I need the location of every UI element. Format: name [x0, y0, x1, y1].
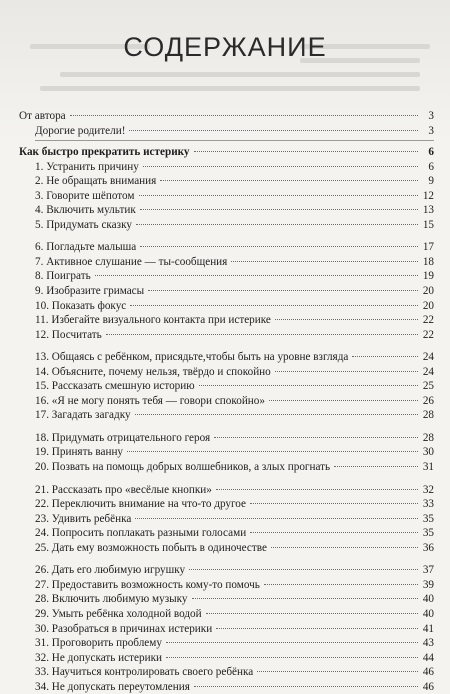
toc-entry-label: 12. Посчитать	[35, 328, 102, 341]
toc-entry-page: 36	[422, 541, 434, 554]
toc-entry-label: Как быстро прекратить истерику	[19, 146, 190, 159]
toc-entry-page: 30	[422, 446, 434, 459]
toc-entry-page: 40	[422, 607, 434, 620]
toc-entry-page: 32	[422, 483, 434, 496]
toc-entry[interactable]	[19, 269, 434, 284]
toc-entry-page: 6	[428, 160, 434, 173]
toc-entry-label: 24. Попросить поплакать разными голосами	[35, 527, 247, 540]
dot-leader	[250, 532, 418, 533]
toc-entry[interactable]	[19, 541, 434, 556]
dot-leader	[194, 151, 418, 152]
toc-entry-label: 27. Предоставить возможность кому-то помочь	[35, 578, 260, 591]
toc-entry[interactable]	[19, 328, 434, 343]
toc-entry[interactable]	[19, 512, 434, 527]
toc-entry[interactable]	[19, 578, 434, 593]
dot-leader	[140, 209, 418, 210]
toc-entry-page: 9	[428, 175, 434, 188]
toc-entry-page: 3	[428, 110, 434, 122]
toc-entry-page: 20	[422, 285, 434, 298]
toc-entry-page: 19	[422, 270, 434, 283]
toc-entry[interactable]	[19, 350, 434, 365]
dot-leader	[136, 224, 418, 225]
toc-entry-page: 31	[422, 461, 434, 474]
toc-entry-label: 15. Рассказать смешную историю	[35, 380, 195, 393]
dot-leader	[206, 613, 418, 614]
toc-entry-label: 26. Дать его любимую игрушку	[35, 564, 186, 577]
toc-entry[interactable]	[19, 255, 434, 270]
toc-entry[interactable]	[19, 607, 434, 622]
toc-entry-page: 46	[422, 666, 434, 679]
toc-entry-page: 22	[422, 314, 434, 327]
dot-leader	[257, 671, 418, 672]
toc-entry[interactable]	[19, 526, 434, 541]
dot-leader	[216, 489, 418, 490]
dot-leader	[166, 657, 418, 658]
toc-entry-page: 46	[422, 680, 434, 693]
toc-entry[interactable]	[19, 622, 434, 637]
toc-entry-page: 24	[422, 351, 434, 364]
toc-entry-label: 3. Говорите шёпотом	[35, 189, 135, 202]
dot-leader	[143, 166, 418, 167]
toc-entry[interactable]	[19, 592, 434, 607]
toc-entry-label: 28. Включить любимую музыку	[35, 593, 188, 606]
toc-entry-label: 6. Погладьте малыша	[35, 241, 137, 254]
toc-entry-label: 1. Устранить причину	[35, 160, 139, 173]
toc-entry-label: Дорогие родители!	[35, 124, 126, 137]
toc-entry-page: 20	[422, 299, 434, 312]
toc-entry-page: 44	[422, 651, 434, 664]
toc-entry-label: 25. Дать ему возможность побыть в одиночестве	[35, 541, 267, 554]
toc-entry[interactable]	[19, 189, 434, 204]
toc-entry-label: 17. Загадать загадку	[35, 409, 131, 422]
dot-leader	[148, 290, 418, 291]
toc-entry-label: 23. Удивить ребёнка	[35, 512, 132, 525]
toc-entry-page: 13	[422, 204, 434, 217]
toc-entry[interactable]	[19, 299, 434, 314]
toc-entry-label: 2. Не обращать внимания	[35, 175, 157, 188]
toc-entry-page: 25	[422, 380, 434, 393]
toc-entry[interactable]	[19, 636, 434, 651]
dot-leader	[140, 246, 418, 247]
dot-leader	[130, 305, 418, 306]
dot-leader	[231, 261, 418, 262]
toc-entry[interactable]	[19, 483, 434, 498]
dot-leader	[106, 334, 418, 335]
dot-leader	[127, 451, 418, 452]
toc-entry-page: 28	[422, 431, 434, 444]
toc-entry[interactable]	[19, 124, 434, 139]
dot-leader	[192, 598, 418, 599]
toc-entry-page: 40	[422, 593, 434, 606]
dot-leader	[199, 385, 418, 386]
toc-entry[interactable]	[19, 431, 434, 446]
toc-entry-page: 41	[422, 622, 434, 635]
toc-entry-page: 12	[422, 189, 434, 202]
dot-leader	[139, 195, 418, 196]
toc-entry-label: 7. Активное слушание — ты-сообщения	[35, 255, 228, 268]
toc-entry-page: 15	[422, 218, 434, 231]
toc-entry[interactable]	[19, 284, 434, 299]
toc-entry-page: 18	[422, 255, 434, 268]
toc-entry-label: 29. Умыть ребёнка холодной водой	[35, 607, 202, 620]
toc-entry-page: 33	[422, 498, 434, 511]
toc-section[interactable]	[19, 145, 434, 160]
dot-leader	[271, 547, 418, 548]
toc-entry[interactable]	[19, 394, 434, 409]
toc-entry-page: 22	[422, 328, 434, 341]
toc-entry-label: 18. Придумать отрицательного героя	[35, 431, 211, 444]
toc-entry-label: 5. Придумать сказку	[35, 218, 132, 231]
toc-entry-label: 20. Позвать на помощь добрых волшебников, а злых прогнать	[35, 461, 331, 474]
dot-leader	[194, 686, 418, 687]
section-rule	[35, 140, 434, 141]
toc-entry-label: 11. Избегайте визуального контакта при истерике	[35, 314, 271, 327]
toc-entry[interactable]	[19, 160, 434, 175]
toc-entry-page: 6	[428, 146, 434, 159]
toc-entry-label: 9. Изобразите гримасы	[35, 285, 145, 298]
dot-leader	[166, 642, 418, 643]
table-of-contents	[19, 109, 434, 694]
toc-entry-page: 39	[422, 578, 434, 591]
toc-entry-page: 24	[422, 365, 434, 378]
dot-leader	[275, 371, 418, 372]
toc-entry-page: 26	[422, 394, 434, 407]
dot-leader	[334, 466, 418, 467]
toc-entry-page: 3	[428, 124, 434, 137]
dot-leader	[129, 130, 418, 131]
toc-entry-page: 37	[422, 564, 434, 577]
toc-entry-label: 21. Рассказать про «весёлые кнопки»	[35, 483, 212, 496]
dot-leader	[70, 115, 418, 116]
toc-entry[interactable]	[19, 365, 434, 380]
toc-entry[interactable]	[19, 203, 434, 218]
toc-entry-label: 19. Принять ванну	[35, 446, 124, 459]
dot-leader	[269, 400, 418, 401]
toc-entry-label: 13. Общаясь с ребёнком, присядьте,чтобы быть на уровне взгляда	[35, 351, 349, 364]
toc-entry[interactable]	[19, 408, 434, 423]
toc-entry[interactable]	[19, 379, 434, 394]
toc-entry[interactable]	[19, 680, 434, 694]
toc-entry-label: 31. Проговорить проблему	[35, 637, 162, 650]
toc-entry-label: 14. Объясните, почему нельзя, твёрдо и спокойно	[35, 365, 271, 378]
toc-entry-label: 30. Разобраться в причинах истерики	[35, 622, 213, 635]
toc-entry[interactable]	[19, 651, 434, 666]
toc-entry-label: 34. Не допускать переутомления	[35, 680, 190, 693]
dot-leader	[352, 356, 418, 357]
toc-entry-label: 8. Поиграть	[35, 270, 91, 283]
toc-entry[interactable]	[19, 313, 434, 328]
toc-entry[interactable]	[19, 445, 434, 460]
toc-entry-page: 35	[422, 512, 434, 525]
toc-entry-page: 43	[422, 637, 434, 650]
toc-entry[interactable]	[19, 218, 434, 233]
dot-leader	[214, 437, 418, 438]
dot-leader	[135, 414, 418, 415]
toc-entry-label: 32. Не допускать истерики	[35, 651, 162, 664]
dot-leader	[189, 569, 418, 570]
dot-leader	[95, 275, 418, 276]
toc-entry[interactable]	[19, 563, 434, 578]
dot-leader	[216, 628, 418, 629]
dot-leader	[250, 503, 418, 504]
toc-entry-label: 22. Переключить внимание на что-то другое	[35, 498, 247, 511]
toc-entry-label: 4. Включить мультик	[35, 204, 136, 217]
toc-entry-label: 16. «Я не могу понять тебя — говори спокойно»	[35, 394, 265, 407]
toc-entry-page: 17	[422, 241, 434, 254]
dot-leader	[160, 180, 418, 181]
toc-entry-label: 33. Научиться контролировать своего ребёнка	[35, 666, 254, 679]
toc-entry-page: 35	[422, 527, 434, 540]
toc-entry[interactable]	[19, 240, 434, 255]
toc-entry[interactable]	[19, 497, 434, 512]
toc-entry[interactable]	[19, 174, 434, 189]
toc-entry-page: 28	[422, 409, 434, 422]
page-title: СОДЕРЖАНИЕ	[123, 32, 327, 62]
toc-entry[interactable]	[19, 109, 434, 124]
toc-entry[interactable]	[19, 460, 434, 475]
toc-entry[interactable]	[19, 665, 434, 680]
dot-leader	[264, 584, 418, 585]
dot-leader	[275, 319, 418, 320]
toc-entry-label: От автора	[19, 110, 66, 122]
toc-entry-label: 10. Показать фокус	[35, 299, 127, 312]
dot-leader	[135, 518, 418, 519]
